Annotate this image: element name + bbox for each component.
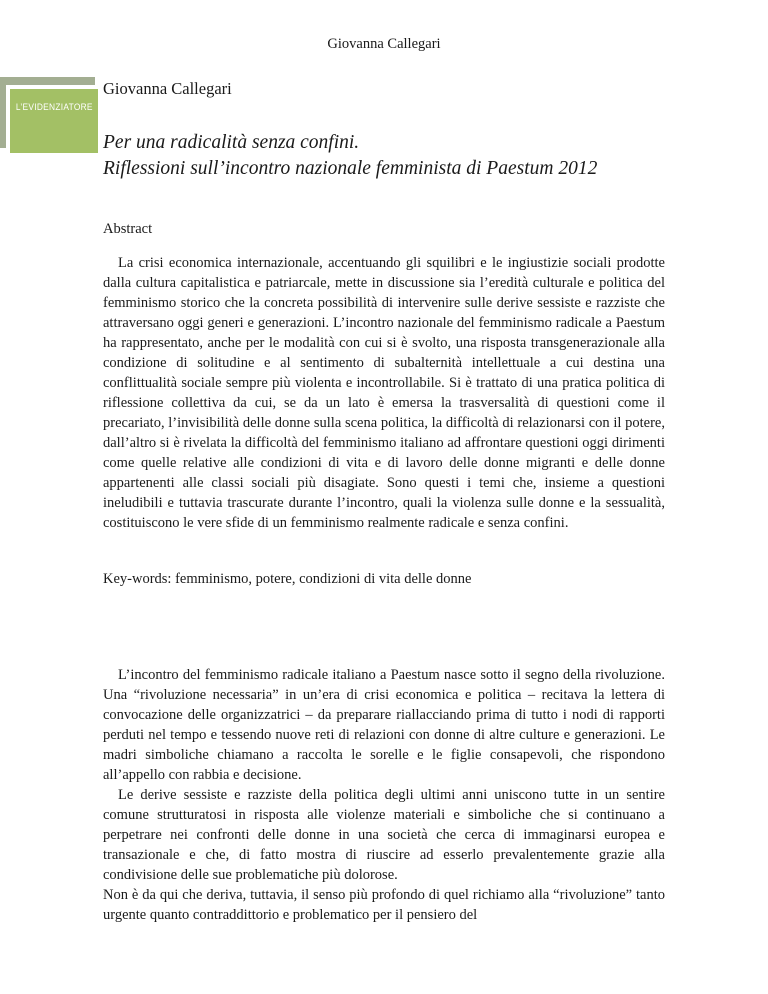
- title-line-2: Riflessioni sull’incontro nazionale femminista di Paestum 2012: [103, 158, 598, 179]
- body-paragraph: Non è da qui che deriva, tuttavia, il senso più profondo di quel richiamo alla “rivoluzione” tanto urgente quanto contraddittorio e problematico per il pensiero del: [103, 887, 665, 923]
- running-header: Giovanna Callegari: [327, 36, 441, 52]
- article-body: [103, 665, 665, 925]
- author-name: Giovanna Callegari: [103, 79, 232, 98]
- body-paragraph: Le derive sessiste e razziste della politica degli ultimi anni uniscono tutte in un sentire comune strutturatosi in risposta alle violenze materiali e simboliche che si continuano a perpetrare nei confronti delle donne in una società che cerca di immaginarsi europea e transazionale e che, di fatto mostra di riuscire ad esserlo prevalentemente grazie alla condivisione delle sue problematiche più dolorose.: [103, 787, 665, 883]
- evidenziatore-logo: [6, 85, 102, 157]
- abstract-paragraph: La crisi economica internazionale, accentuando gli squilibri e le ingiustizie sociali prodotte dalla cultura capitalistica e patriarcale, mette in discussione sia l’eredità culturale e politica del femminismo storico che la concreta possibilità di intervenire sulle derive sessiste e razziste che attraversano oggi generi e generazioni. L’incontro nazionale del femminismo radicale a Paestum ha rappresentato, anche per le modalità con cui si è svolto, una risposta transgenerazionale alla condizione di solitudine e al sentimento di subalternità intellettuale a cui destina una conflittualità sociale sempre più violenta e incontrollabile. Si è trattato di una pratica politica di riflessione collettiva da cui, se da un lato è emersa la trasversalità di questioni come il precariato, l’invisibilità delle donne sulla scena politica, la difficoltà di relazionarsi con il potere, dall’altro si è rivelata la difficoltà del femminismo italiano ad affrontare questioni oggi dirimenti come quelle relative alle condizioni di vita e di lavoro delle donne migranti e delle donne appartenenti alle classi sociali più disagiate. Sono questi i temi che, insieme a questioni ineludibili e tuttavia trascurate durante l’incontro, quali la violenza sulle donne e la sessualità, costituiscono le vere sfide di un femminismo realmente radicale e senza confini.: [103, 255, 665, 531]
- body-paragraph: L’incontro del femminismo radicale italiano a Paestum nasce sotto il segno della rivoluzione. Una “rivoluzione necessaria” in un’era di crisi economica e politica – recitava la lettera di convocazione delle organizzatrici – da preparare riallacciando prima di tutto i nodi di rapporti perduti nel tempo e tessendo nuove reti di relazioni con donne di altre culture e generazioni. Le madri simboliche chiamano a raccolta le sorelle e le figlie consapevoli, che rispondono all’appello con rabbia e decisione.: [103, 667, 665, 783]
- title-line-1: Per una radicalità senza confini.: [103, 132, 360, 153]
- abstract-heading: Abstract: [103, 221, 153, 237]
- keywords-line: Key-words: femminismo, potere, condizioni di vita delle donne: [103, 571, 472, 587]
- logo-wordmark: L’EVIDENZIATORE: [15, 102, 93, 112]
- article-title: [103, 130, 703, 182]
